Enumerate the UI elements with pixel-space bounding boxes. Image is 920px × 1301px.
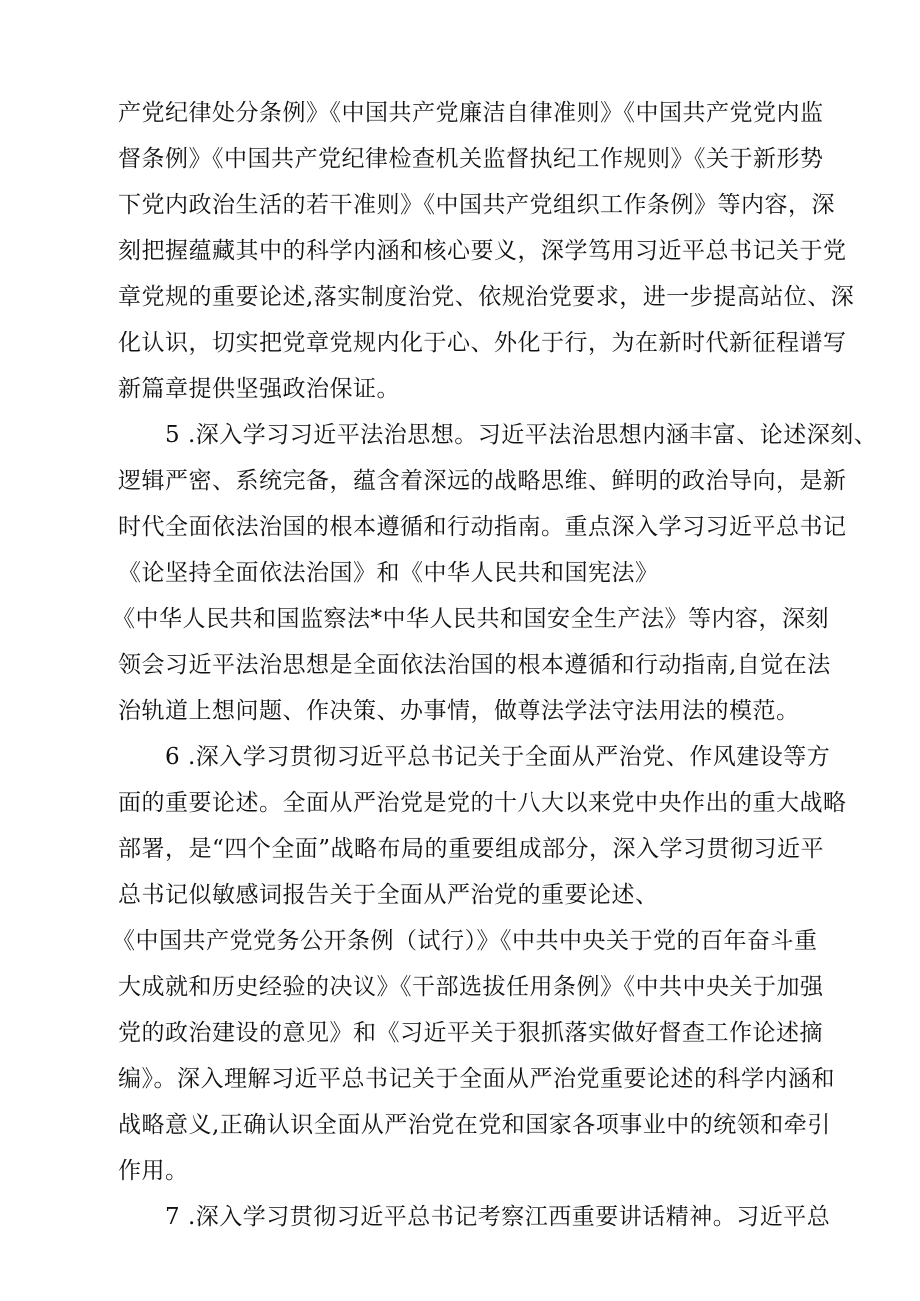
- text-line: 《中国共产党党务公开条例（试行）》《中共中央关于党的百年奋斗重: [112, 928, 818, 954]
- text-line: 作用。: [118, 1158, 189, 1184]
- text-line: 大成就和历史经验的决议》《干部选拔任用条例》《中共中央关于加强: [118, 974, 824, 1000]
- text-line: 面的重要论述。全面从严治党是党的十八大以来党中央作出的重大战略: [118, 790, 847, 816]
- text-line: 部署，是“四个全面”战略布局的重要组成部分，深入学习贯彻习近平: [118, 836, 825, 862]
- text-line: 督条例》《中国共产党纪律检查机关监督执纪工作规则》《关于新形势: [118, 146, 824, 172]
- text-line: 领会习近平法治思想是全面依法治国的根本遵循和行动指南,自觉在法: [118, 652, 831, 678]
- section-6-heading-line: 6 .深入学习贯彻习近平总书记关于全面从严治党、作风建设等方: [165, 744, 831, 770]
- text-line: 新篇章提供坚强政治保证。: [118, 376, 400, 402]
- text-line: 下党内政治生活的若干准则》《中国共产党组织工作条例》等内容，深: [118, 192, 835, 218]
- text-line: 《中华人民共和国监察法*中华人民共和国安全生产法》等内容，深刻: [112, 606, 829, 632]
- text-line: 时代全面依法治国的根本遵循和行动指南。重点深入学习习近平总书记: [118, 514, 847, 540]
- text-line: 化认识，切实把党章党规内化于心、外化于行，为在新时代新征程谱写: [118, 330, 847, 356]
- text-line: 逻辑严密、系统完备，蕴含着深远的战略思维、鲜明的政治导向，是新: [118, 468, 847, 494]
- text-line: 战略意义,正确认识全面从严治党在党和国家各项事业中的统领和牵引: [118, 1112, 831, 1138]
- text-line: 《论坚持全面依法治国》和《中华人民共和国宪法》: [118, 560, 659, 586]
- text-line: 编》。深入理解习近平总书记关于全面从严治党重要论述的科学内涵和: [118, 1066, 835, 1092]
- text-line: 产党纪律处分条例》《中国共产党廉洁自律准则》《中国共产党党内监: [118, 100, 824, 126]
- section-7-heading-line: 7 .深入学习贯彻习近平总书记考察江西重要讲话精神。习近平总: [165, 1204, 831, 1230]
- text-line: 治轨道上想问题、作决策、办事情，做尊法学法守法用法的模范。: [118, 698, 800, 724]
- text-line: 刻把握蕴藏其中的科学内涵和核心要义，深学笃用习近平总书记关于党: [118, 238, 847, 264]
- text-line: 总书记似敏感词报告关于全面从严治党的重要论述、: [118, 882, 659, 908]
- text-line: 章党规的重要论述,落实制度治党、依规治党要求，进一步提高站位、深: [118, 284, 855, 310]
- section-5-heading-line: 5 .深入学习习近平法治思想。习近平法治思想内涵丰富、论述深刻、: [165, 422, 878, 448]
- text-line: 党的政治建设的意见》和《习近平关于狠抓落实做好督查工作论述摘: [118, 1020, 823, 1046]
